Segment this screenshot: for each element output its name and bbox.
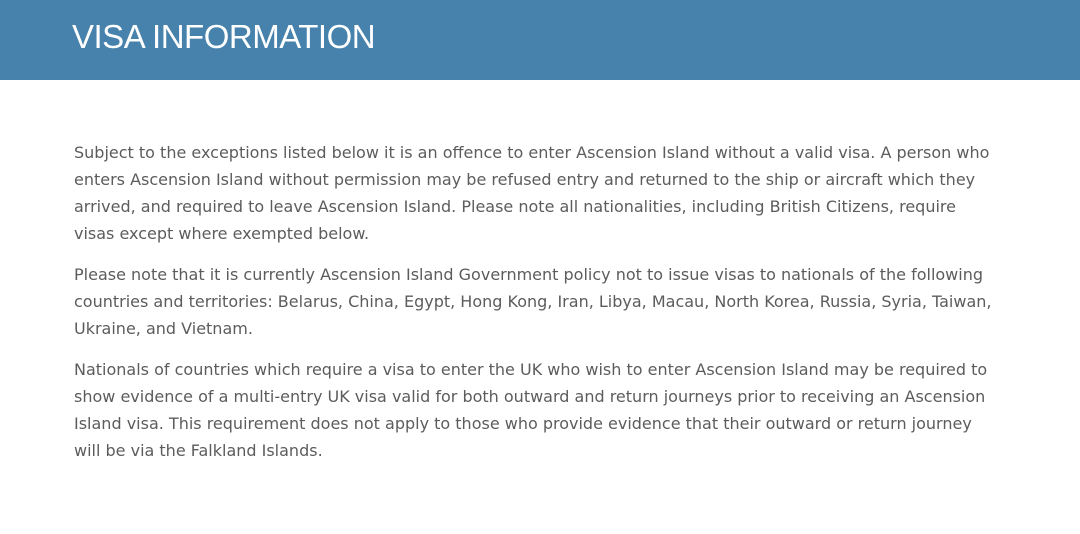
visa-info-content [0, 80, 1080, 464]
paragraph-visa-requirement: Subject to the exceptions listed below it is an offence to enter Ascension Island without a valid visa. A person who enters Ascension Island without permission may be refused entry and returned to the ship or aircraft which they arrived, and required to leave Ascension Island. Please note all nationalities, including British Citizens, require visas except where exempted below. [74, 143, 990, 243]
paragraph-restricted-nationals: Please note that it is currently Ascension Island Government policy not to issue visas to nationals of the following countries and territories: Belarus, China, Egypt, Hong Kong, Iran, Libya, Macau, North Korea, Russia, Syria, Taiwan, Ukraine, and Vietnam. [74, 265, 992, 338]
page-header [0, 0, 1080, 80]
paragraph-uk-visa-requirement: Nationals of countries which require a visa to enter the UK who wish to enter Ascension Island may be required to show evidence of a multi-entry UK visa valid for both outward and return journeys prior to receiving an Ascension Island visa. This requirement does not apply to those who provide evidence that their outward or return journey will be via the Falkland Islands. [74, 360, 988, 460]
page-title: VISA INFORMATION [72, 18, 376, 55]
